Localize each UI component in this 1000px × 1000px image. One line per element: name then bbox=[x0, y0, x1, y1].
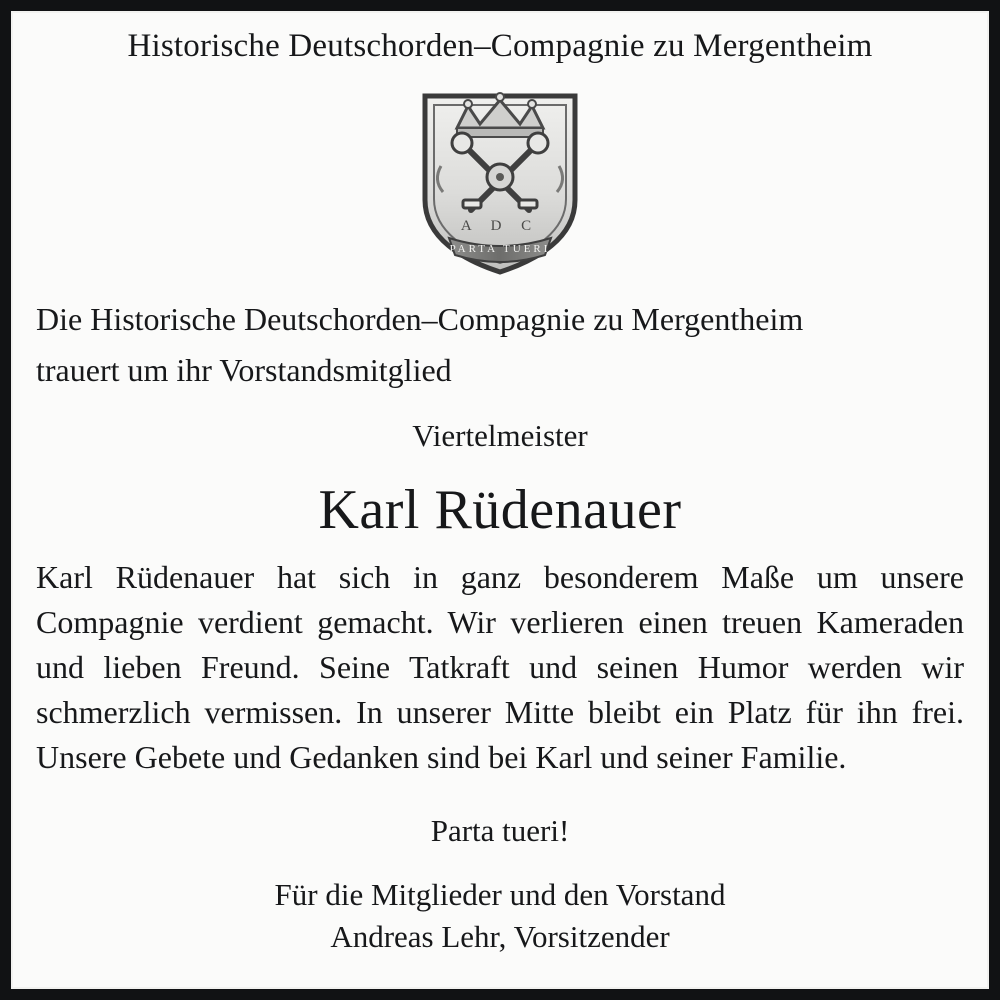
intro-line-2: trauert um ihr Vorstandsmitglied bbox=[36, 352, 452, 388]
organization-title: Historische Deutschorden–Compagnie zu Mergentheim bbox=[127, 28, 873, 64]
coat-of-arms-icon bbox=[405, 82, 595, 283]
rank-label: Viertelmeister bbox=[412, 418, 588, 453]
deceased-name: Karl Rüdenauer bbox=[318, 479, 682, 541]
signoff-line-2: Andreas Lehr, Vorsitzender bbox=[330, 919, 670, 954]
crest-container bbox=[36, 82, 964, 283]
crest-motto-band: PARTA TUERI bbox=[449, 243, 551, 255]
tribute-text: Karl Rüdenauer hat sich in ganz besonderem Maße um unsere Compagnie verdient gemacht. Wir verlieren einen treuen Kameraden und lieben Freund. Seine Tatkraft und seinen Humor werden wir schmerzlich vermissen. In unserer Mitte bleibt ein Platz für ihn frei. Unsere Gebete und Gedanken sind bei Karl und seiner Familie. bbox=[36, 559, 964, 775]
notice-content bbox=[22, 18, 978, 978]
intro-line-1: Die Historische Deutschorden–Compagnie zu Mergentheim bbox=[36, 301, 804, 337]
signoff-line-1: Für die Mitglieder und den Vorstand bbox=[274, 877, 726, 912]
motto-text: Parta tueri! bbox=[430, 813, 570, 848]
crest-letters: A D C bbox=[460, 218, 540, 234]
